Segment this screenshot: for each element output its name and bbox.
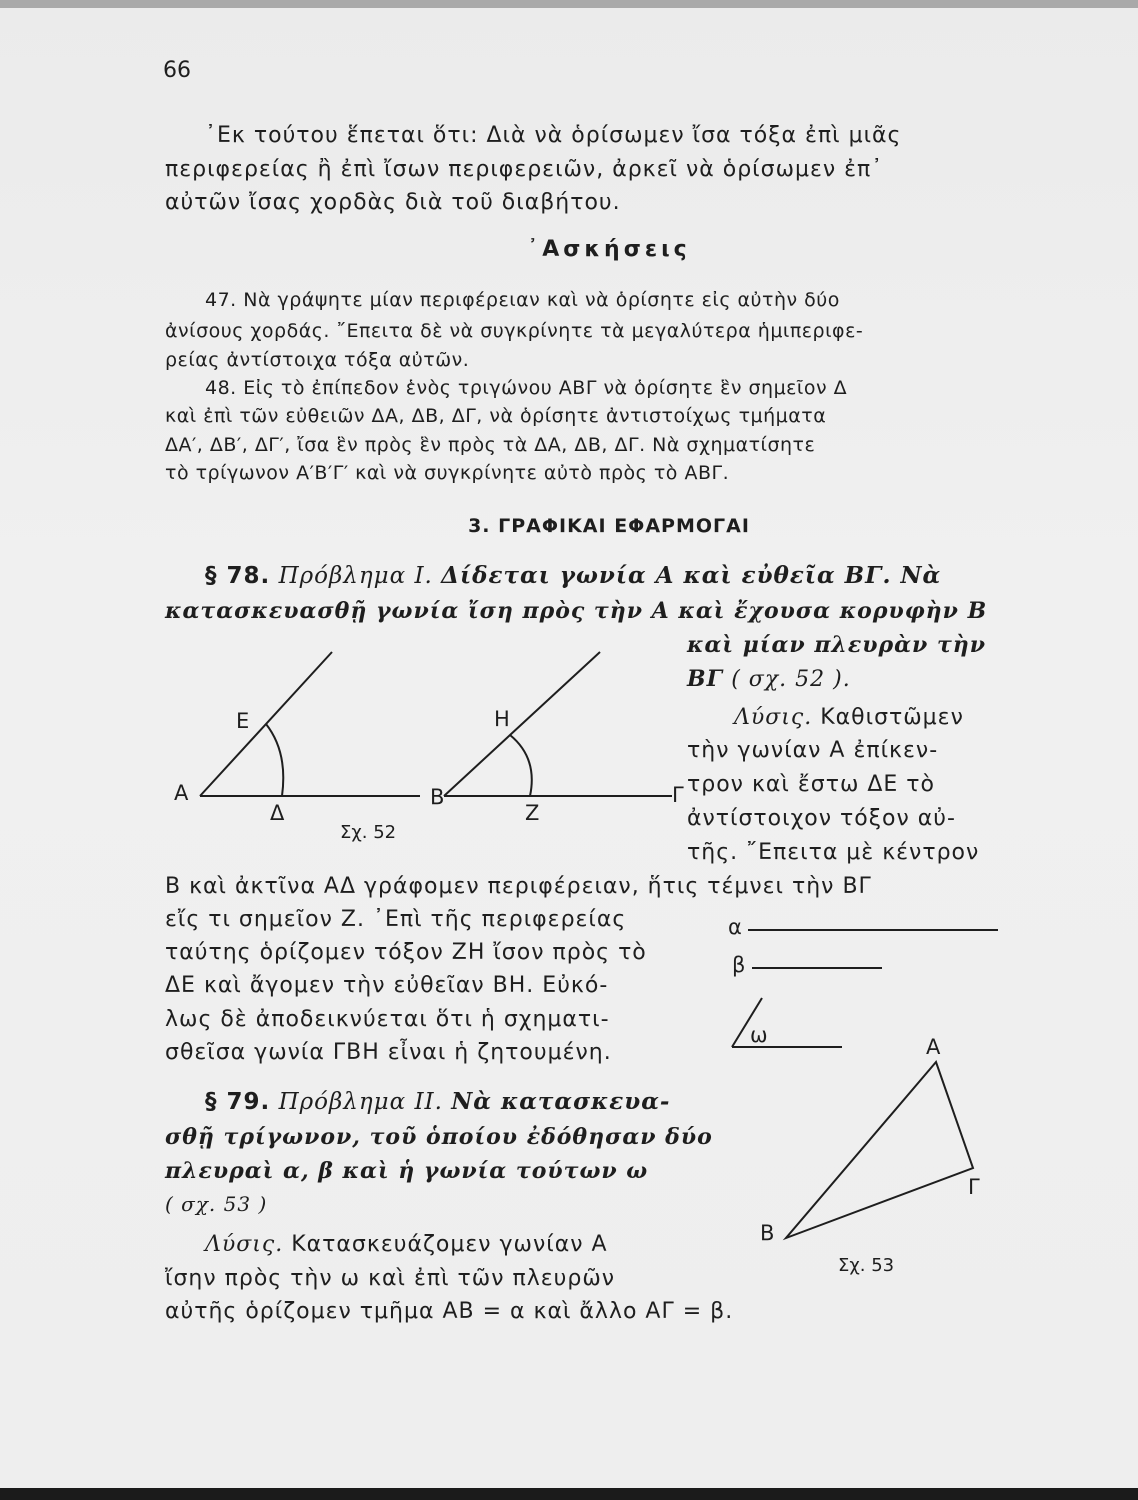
fig52-label-g: Γ [672, 783, 684, 807]
fig53-label-beta: β [732, 953, 746, 977]
p78-bg: ΒΓ [687, 666, 724, 692]
exercise-47-line-3: ρείας ἀντίστοιχα τόξα αὐτῶν. [165, 349, 470, 371]
p78-solution-first: Καθιστῶμεν [820, 705, 964, 730]
fig53-triangle [786, 1062, 973, 1238]
p79-label: Πρόβλημα ΙΙ. [278, 1089, 443, 1115]
exercise-48-line-3: ΔΑ′, ΔΒ′, ΔΓ′, ἴσα ἓν πρὸς ἓν πρὸς τὰ ΔΑ, ΔΒ, ΔΓ. Νὰ σχηματίσητε [165, 434, 816, 456]
scan-bottom-edge [0, 1488, 1138, 1500]
intro-line-1: ᾿Εκ τούτου ἕπεται ὅτι: Διὰ νὰ ὁρίσωμεν ἴσα τόξα ἐπὶ μιᾶς [205, 123, 902, 148]
p78-number: § 78. [205, 563, 271, 589]
fig52-label-a: Α [174, 781, 189, 805]
fig52-arc-zh [510, 735, 532, 796]
fig52-label-d: Δ [270, 801, 285, 825]
p78-full-line: Β καὶ ἀκτῖνα ΑΔ γράφομεν περιφέρειαν, ἥτις τέμνει τὴν ΒΓ [165, 874, 872, 899]
intro-line-3: αὐτῶν ἴσας χορδὰς διὰ τοῦ διαβήτου. [165, 190, 621, 215]
p79-line-2: σθῇ τρίγωνον, τοῦ ὁποίου ἐδόθησαν δύο [165, 1124, 713, 1150]
p78-line-1 [205, 562, 941, 589]
p79-solution-first: Κατασκευάζομεν γωνίαν Α [291, 1232, 608, 1257]
p78-right-line-3: ἀντίστοιχον τόξον αὐ- [687, 806, 956, 831]
p78-right-line-2: τρον καὶ ἔστω ΔΕ τὸ [687, 772, 936, 797]
p78-left-line-3: ΔΕ καὶ ἄγομεν τὴν εὐθεῖαν ΒΗ. Εὐκό- [165, 973, 609, 998]
scan-top-edge [0, 0, 1138, 8]
p78-left-line-1: εἴς τι σημεῖον Ζ. ᾿Επὶ τῆς περιφερείας [165, 907, 627, 932]
p79-line-1 [205, 1088, 670, 1115]
p78-solution-line [734, 705, 964, 730]
p78-left-line-4: λως δὲ ἀποδεικνύεται ὅτι ἡ σχηματι- [165, 1007, 610, 1032]
fig52-caption: Σχ. 52 [340, 822, 397, 843]
section-heading: 3. ΓΡΑΦΙΚΑΙ ΕΦΑΡΜΟΓΑΙ [468, 515, 750, 537]
p79-line-b: ἴσην πρὸς τὴν ω καὶ ἐπὶ τῶν πλευρῶν [165, 1266, 616, 1291]
fig52-label-b: Β [430, 785, 445, 809]
p79-line-3: πλευραὶ α, β καὶ ἡ γωνία τούτων ω [165, 1158, 649, 1184]
fig53-caption: Σχ. 53 [838, 1255, 895, 1276]
p78-right-line-1: τὴν γωνίαν Α ἐπίκεν- [687, 738, 939, 763]
p79-line-c: αὐτῆς ὁρίζομεν τμῆμα ΑΒ = α καὶ ἄλλο ΑΓ = β. [165, 1299, 734, 1324]
p79-number: § 79. [205, 1089, 271, 1115]
exercise-48-line-4: τὸ τρίγωνον Α′Β′Γ′ καὶ νὰ συγκρίνητε αὐτὸ πρὸς τὸ ΑΒΓ. [165, 462, 730, 484]
p78-solution-label: Λύσις. [734, 705, 813, 730]
p78-left-line-5: σθεῖσα γωνία ΓΒΗ εἶναι ἡ ζητουμένη. [165, 1040, 612, 1065]
fig53-label-b: Β [760, 1221, 775, 1245]
exercise-48-line-1: 48. Εἰς τὸ ἐπίπεδον ἑνὸς τριγώνου ΑΒΓ νὰ ὁρίσητε ἓν σημεῖον Δ [205, 377, 848, 399]
fig53-label-a: Α [926, 1035, 941, 1059]
exercises-heading: ᾿Ασκήσεις [527, 237, 691, 262]
exercise-47-line-1: 47. Νὰ γράψητε μίαν περιφέρειαν καὶ νὰ ὁρίσητε εἰς αὐτὴν δύο [205, 289, 840, 311]
p78-line-4 [687, 666, 851, 692]
fig52-label-z: Ζ [525, 801, 540, 825]
p78-statement-start: Δίδεται γωνία Α καὶ εὐθεῖα ΒΓ. Νὰ [441, 562, 942, 589]
figure-53 [720, 900, 1020, 1290]
fig52-line-bh [444, 652, 600, 796]
p78-fig-ref: ( σχ. 52 ). [731, 667, 851, 692]
figure-52 [160, 640, 690, 860]
fig53-label-omega: ω [750, 1023, 768, 1047]
p78-left-line-2: ταύτης ὁρίζομεν τόξον ΖΗ ἴσον πρὸς τὸ [165, 940, 647, 965]
exercise-47-line-2: ἀνίσους χορδάς. ῎Επειτα δὲ νὰ συγκρίνητε τὰ μεγαλύτερα ἡμιπεριφε- [165, 320, 864, 342]
p78-right-line-4: τῆς. ῎Επειτα μὲ κέντρον [687, 840, 980, 865]
fig53-label-g: Γ [968, 1175, 980, 1199]
p78-label: Πρόβλημα Ι. [278, 563, 433, 589]
p79-statement-start: Νὰ κατασκευα- [451, 1088, 671, 1115]
p79-solution-label: Λύσις. [205, 1232, 284, 1257]
fig52-arc-de [266, 724, 283, 796]
fig53-label-alpha: α [728, 915, 742, 939]
p79-solution-line [205, 1232, 608, 1257]
fig52-label-h: Η [494, 707, 510, 731]
fig52-label-e: Ε [236, 709, 250, 733]
exercise-48-line-2: καὶ ἐπὶ τῶν εὐθειῶν ΔΑ, ΔΒ, ΔΓ, νὰ ὁρίσητε ἀντιστοίχως τμήματα [165, 405, 827, 427]
p79-fig-ref: ( σχ. 53 ) [165, 1192, 268, 1216]
page-number: 66 [163, 58, 191, 83]
intro-line-2: περιφερείας ἢ ἐπὶ ἴσων περιφερειῶν, ἀρκεῖ νὰ ὁρίσωμεν ἐπ᾿ [165, 157, 884, 182]
p78-line-3: καὶ μίαν πλευρὰν τὴν [687, 632, 987, 658]
p78-line-2: κατασκευασθῇ γωνία ἴση πρὸς τὴν Α καὶ ἔχουσα κορυφὴν Β [165, 598, 988, 624]
